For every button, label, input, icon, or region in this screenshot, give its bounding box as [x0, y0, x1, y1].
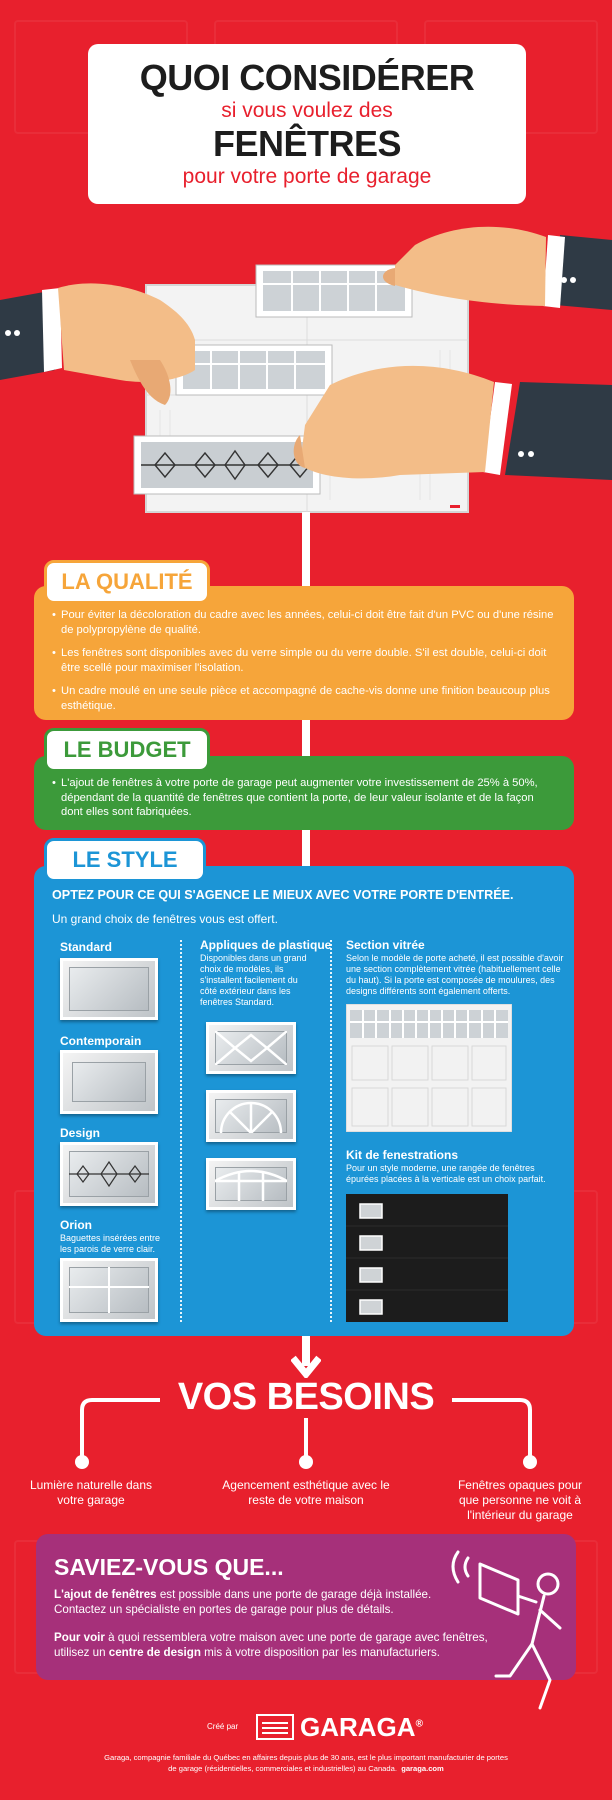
orion-grille: [69, 1267, 149, 1313]
title-line-3: FENÊTRES: [212, 123, 402, 164]
garaga-brand: [300, 1712, 423, 1743]
garage-door-illustration: [0, 210, 612, 540]
need-item: Agencement esthétique avec le reste de votre maison: [222, 1478, 390, 1507]
need-item: Lumière naturelle dans votre garage: [29, 1478, 153, 1507]
footer-text: [100, 1752, 512, 1774]
design-label: Design: [60, 1126, 101, 1140]
applique-sunburst: [206, 1090, 296, 1142]
style-subheading: Un grand choix de fenêtres vous est offert.: [52, 912, 278, 926]
didyouknow-text: est possible dans une porte de garage déjà installée. Contactez un spécialiste en portes de garage pour plus de détails.: [54, 1588, 432, 1616]
applique-arch-pattern: [215, 1167, 287, 1201]
title-line-2: si vous voulez des: [221, 99, 393, 122]
applique-arch: [206, 1158, 296, 1210]
orion-window: [60, 1258, 158, 1322]
need-dot: [299, 1455, 313, 1469]
style-heading: OPTEZ POUR CE QUI S'AGENCE LE MIEUX AVEC VOTRE PORTE D'ENTRÉE.: [52, 888, 514, 902]
need-dot: [75, 1455, 89, 1469]
quality-item: • Pour éviter la décoloration du cadre avec les années, celui-ci doit être fait d'un PVC ou d'une résine de polypropylène de qualité.: [52, 608, 556, 637]
arrow-down-icon: [291, 1336, 321, 1378]
budget-title: LE BUDGET: [44, 728, 210, 772]
section-title: Section vitrée: [346, 938, 425, 952]
appliques-text: Disponibles dans un grand choix de modèles, ils s'installent facilement du côté extérieur dans les fenêtres Standard.: [200, 953, 307, 1007]
didyouknow-bold: L'ajout de fenêtres: [54, 1588, 157, 1601]
applique-diamond: [206, 1022, 296, 1074]
orion-text: Baguettes insérées entre les parois de verre clair.: [60, 1233, 161, 1254]
window-kit-door: [346, 1194, 508, 1322]
trademark: ®: [415, 1718, 423, 1730]
column-divider: [180, 940, 182, 1322]
orion-label: Orion: [60, 1218, 92, 1232]
didyouknow-bold: centre de design: [108, 1646, 201, 1659]
appliques-title: Appliques de plastique: [200, 938, 332, 952]
megaphone-person-icon: [440, 1540, 580, 1720]
section-text: Selon le modèle de porte acheté, il est possible d'avoir une section complètement vitrée (habituellement celle du haut). Si la porte est composée de moulures, des designs différents sont également offerts.: [346, 953, 564, 996]
didyouknow-bold: Pour voir: [54, 1631, 105, 1644]
kit-title: Kit de fenestrations: [346, 1148, 459, 1162]
standard-window: [60, 958, 158, 1020]
style-title: LE STYLE: [44, 838, 206, 882]
quality-list: [34, 586, 574, 713]
didyouknow-title: SAVIEZ-VOUS QUE...: [54, 1554, 284, 1580]
title-line-4: pour votre porte de garage: [182, 165, 432, 188]
title-line-1: QUOI CONSIDÉRER: [139, 57, 475, 98]
footer-description: Garaga, compagnie familiale du Québec en affaires depuis plus de 30 ans, est le plus important manufacturier de portes de garage (résidentielles, commerciales et industrielles) au Canada.: [104, 1753, 508, 1773]
applique-sunburst-pattern: [215, 1099, 287, 1133]
garaga-logo-icon: [256, 1714, 294, 1740]
quality-item: • Les fenêtres sont disponibles avec du verre simple ou du verre double. S'il est double, celui-ci doit être scellé pour maximiser l'isolation.: [52, 646, 556, 675]
header-card: [88, 44, 526, 204]
need-item: Fenêtres opaques pour que personne ne voit à l'intérieur du garage: [457, 1478, 583, 1522]
footer-url[interactable]: garaga.com: [401, 1764, 444, 1773]
standard-label: Standard: [60, 940, 113, 954]
didyouknow-paragraph-1: [54, 1587, 434, 1617]
created-by: Créé par: [207, 1722, 239, 1731]
applique-diamond-pattern: [215, 1031, 287, 1065]
needs-title: VOS BESOINS: [177, 1376, 435, 1418]
design-window: [60, 1142, 158, 1206]
quality-item: • Un cadre moulé en une seule pièce et accompagné de cache-vis donne une finition beaucoup plus esthétique.: [52, 684, 556, 713]
brand-name: GARAGA: [300, 1712, 416, 1742]
didyouknow-text: mis à votre disposition par les manufacturiers.: [200, 1646, 440, 1659]
budget-item: • L'ajout de fenêtres à votre porte de garage peut augmenter votre investissement de 25% à 50%, dépendant de la quantité de fenêtres que contient la porte, de leur valeur isolante et de la façon dont elles sont fabriquées.: [52, 776, 556, 820]
leaded-glass-pattern: [69, 1151, 149, 1197]
quality-box: [34, 586, 574, 720]
didyouknow-text: à quoi ressemblera votre maison avec une porte de garage avec fenêtres, utilisez un: [54, 1631, 488, 1659]
kit-text: Pour un style moderne, une rangée de fenêtres épurées placées à la verticale est un choix parfait.: [346, 1163, 546, 1184]
quality-title: LA QUALITÉ: [44, 560, 210, 604]
contemporain-window: [60, 1050, 158, 1114]
glass-section-door: [346, 1004, 512, 1132]
need-dot: [523, 1455, 537, 1469]
column-divider: [330, 940, 332, 1322]
contemporain-label: Contemporain: [60, 1034, 142, 1048]
